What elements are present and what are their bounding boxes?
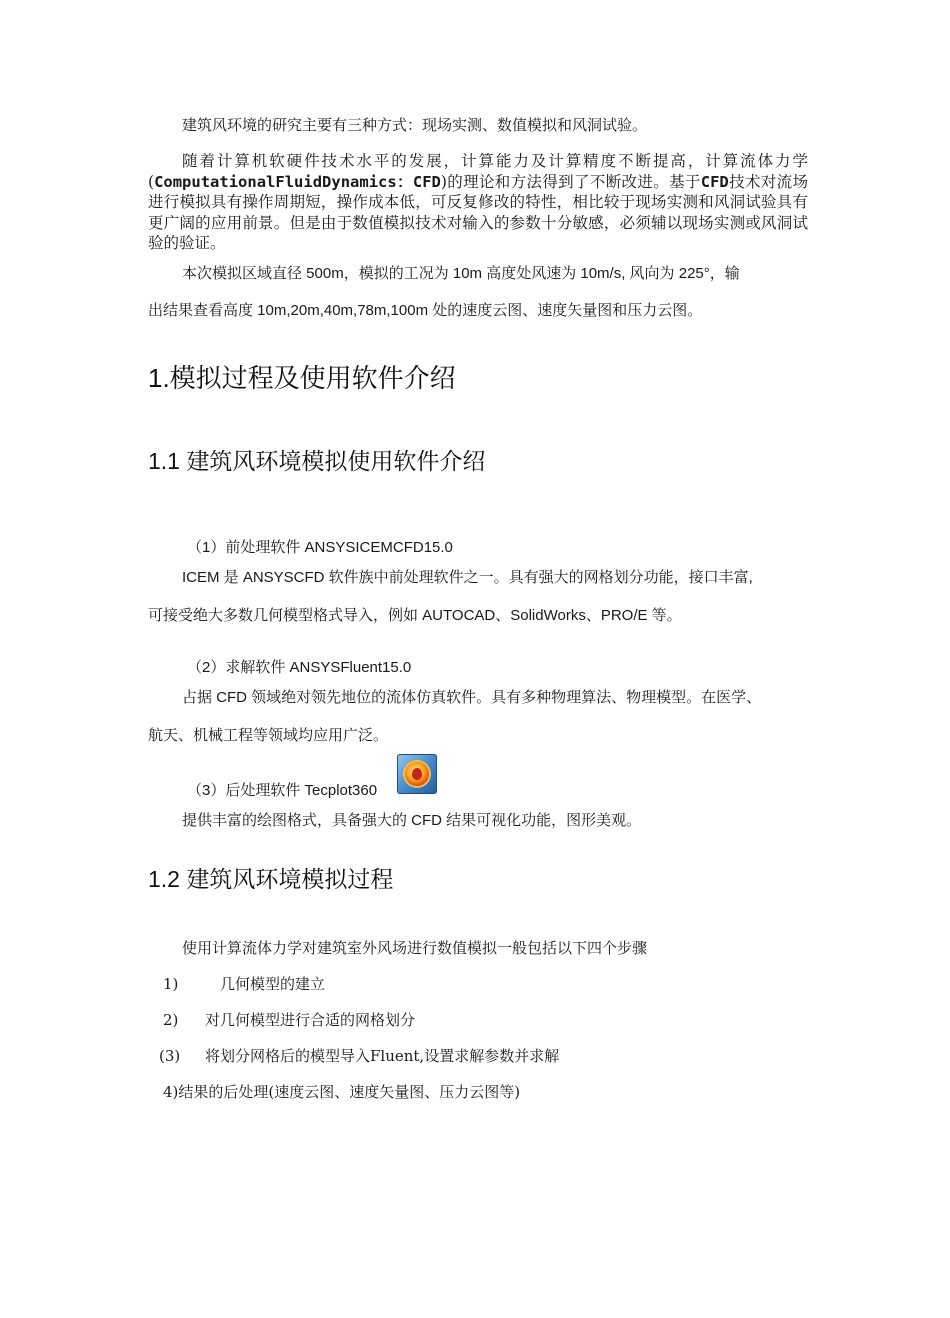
cfd-abbrev: CFD xyxy=(700,172,729,191)
intro-paragraph-3-line-2: 出结果查看高度 10m,20m,40m,78m,100m 处的速度云图、速度矢量图和压力云图。 xyxy=(148,302,703,319)
software-item-1-line-1: ICEM 是 ANSYSCFD 软件族中前处理软件之一。具有强大的网格划分功能，接口丰富, xyxy=(182,569,753,586)
section-1-2-heading: 1.2 建筑风环境模拟过程 xyxy=(148,866,394,892)
process-intro: 使用计算流体力学对建筑室外风场进行数值模拟一般包括以下四个步骤 xyxy=(182,939,648,957)
software-item-3-title: （3）后处理软件 Tecplot360 xyxy=(187,782,378,799)
software-item-1-line-2: 可接受绝大多数几何模型格式导入，例如 AUTOCAD、SolidWorks、PRO/E 等。 xyxy=(148,607,682,624)
cfd-full-name: ComputationalFluidDynamics：CFD xyxy=(154,172,441,191)
intro-paragraph-2-a: 随着计算机软硬件技术水平的发展，计算能力及计算精度不断提高，计算流体力学( xyxy=(148,152,808,191)
intro-line-1: 建筑风环境的研究主要有三种方式：现场实测、数值模拟和风洞试验。 xyxy=(182,116,648,134)
process-step-2-number: 2) xyxy=(163,1011,179,1029)
process-step-4-text: 4)结果的后处理(速度云图、速度矢量图、压力云图等) xyxy=(163,1083,521,1101)
software-item-3-line-1: 提供丰富的绘图格式，具备强大的 CFD 结果可视化功能，图形美观。 xyxy=(182,812,642,829)
tecplot-icon-core xyxy=(412,768,422,780)
section-1-heading: 1.模拟过程及使用软件介绍 xyxy=(148,363,456,393)
process-step-3-text: 将划分网格后的模型导入Fluent,设置求解参数并求解 xyxy=(205,1047,560,1065)
software-item-2-line-1: 占据 CFD 领域绝对领先地位的流体仿真软件。具有多种物理算法、物理模型。在医学、 xyxy=(182,689,762,706)
process-step-3-number: (3) xyxy=(159,1047,181,1065)
section-1-1-heading: 1.1 建筑风环境模拟使用软件介绍 xyxy=(148,448,486,474)
process-step-1-number: 1) xyxy=(163,975,179,993)
intro-paragraph-3-line-1: 本次模拟区域直径 500m，模拟的工况为 10m 高度处风速为 10m/s, 风向为 225°，输 xyxy=(182,265,740,282)
software-item-1-title: （1）前处理软件 ANSYSICEMCFD15.0 xyxy=(187,539,453,556)
software-item-2-line-2: 航天、机械工程等领域均应用广泛。 xyxy=(148,727,389,744)
intro-paragraph-2-c: 技术对流场进行模拟具有操作周期短，操作成本低，可反复修改的特性，相比较于现场实测和风洞试验具有更广阔的应用前景。但是由于数值模拟技术对输入的参数十分敏感，必须辅以现场实测或风洞试验的验证。 xyxy=(148,172,808,252)
tecplot-app-icon xyxy=(397,754,437,794)
software-item-2-title: （2）求解软件 ANSYSFluent15.0 xyxy=(187,659,412,676)
process-step-1-text: 几何模型的建立 xyxy=(220,975,326,993)
process-step-2-text: 对几何模型进行合适的网格划分 xyxy=(205,1011,416,1029)
intro-paragraph-2 xyxy=(148,151,808,254)
intro-paragraph-2-b: )的理论和方法得到了不断改进。基于 xyxy=(440,172,701,191)
